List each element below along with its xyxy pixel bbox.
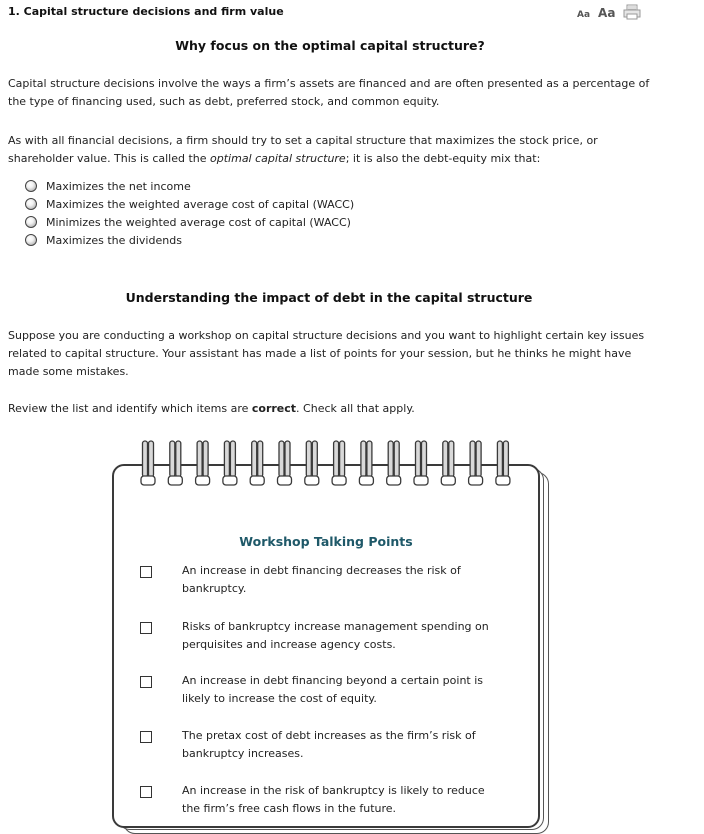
section2-intro: Suppose you are conducting a workshop on capital structure decisions and you want to highlight certain key issues related to capital structure. Your assistant has made a list of points for your session, but he thinks he might have made some mistakes. (8, 329, 645, 378)
checkbox[interactable] (140, 731, 152, 743)
talking-point-text: The pretax cost of debt increases as the firm’s risk of bankruptcy increases. (182, 729, 476, 760)
notebook-page (112, 464, 540, 828)
spiral-ring (168, 441, 182, 485)
talking-point-1[interactable] (140, 562, 520, 598)
spiral-ring (250, 441, 264, 485)
option-label: Maximizes the net income (46, 179, 191, 193)
radio-button[interactable] (25, 234, 37, 246)
talking-point-text: An increase in debt financing beyond a certain point is likely to increase the cost of equity. (182, 674, 484, 705)
section1-heading: Why focus on the optimal capital structure? (175, 38, 485, 53)
section2-heading: Understanding the impact of debt in the capital structure (125, 290, 533, 305)
spiral-ring (141, 441, 155, 485)
option-minimizes-wacc[interactable] (25, 213, 354, 231)
print-icon[interactable] (623, 4, 641, 20)
font-decrease-button[interactable]: Aa (577, 10, 591, 20)
option-label: Maximizes the weighted average cost of capital (WACC) (46, 197, 355, 211)
checkbox[interactable] (140, 786, 152, 798)
checkbox[interactable] (140, 566, 152, 578)
question-text-start: As with all financial decisions, a firm should try to set a capital structure that maximizes the stock price, or shareholder value. This is called the (8, 134, 598, 165)
spiral-binding (138, 438, 518, 490)
checkbox[interactable] (140, 622, 152, 634)
spiral-ring (469, 441, 483, 485)
instruction-text-start: Review the list and identify which items are (8, 402, 252, 415)
section1-intro: Capital structure decisions involve the ways a firm’s assets are financed and are often presented as a percentage of the type of financing used, such as debt, preferred stock, and common equity. (8, 77, 650, 108)
radio-button[interactable] (25, 198, 37, 210)
radio-button[interactable] (25, 216, 37, 228)
talking-point-2[interactable] (140, 618, 520, 654)
toolbar (577, 4, 641, 20)
spiral-ring (414, 441, 428, 485)
spiral-ring (359, 441, 373, 485)
talking-point-text: Risks of bankruptcy increase management spending on perquisites and increase agency costs. (182, 620, 489, 651)
section2-instruction (8, 400, 658, 418)
font-increase-button[interactable]: Aa (598, 6, 616, 20)
talking-point-text: An increase in debt financing decreases the risk of bankruptcy. (182, 564, 461, 595)
spiral-ring (305, 441, 319, 485)
option-label: Maximizes the dividends (46, 233, 182, 247)
radio-button[interactable] (25, 180, 37, 192)
talking-point-4[interactable] (140, 727, 520, 763)
notebook-title: Workshop Talking Points (239, 534, 413, 549)
question-title: 1. Capital structure decisions and firm value (8, 5, 284, 18)
instruction-text-end: . Check all that apply. (296, 402, 415, 415)
spiral-ring (441, 441, 455, 485)
spiral-ring (332, 441, 346, 485)
workshop-notebook (112, 438, 552, 818)
spiral-ring (223, 441, 237, 485)
instruction-emphasis: correct (251, 402, 297, 415)
spiral-ring (387, 441, 401, 485)
spiral-ring (196, 441, 210, 485)
optimal-capital-structure-term: optimal capital structure (210, 152, 346, 165)
spiral-ring (496, 441, 510, 485)
spiral-ring (278, 441, 292, 485)
option-maximizes-wacc[interactable] (25, 195, 354, 213)
section1-question (8, 132, 658, 168)
option-maximizes-net-income[interactable] (25, 177, 354, 195)
option-maximizes-dividends[interactable] (25, 231, 354, 249)
checkbox[interactable] (140, 676, 152, 688)
talking-point-text: An increase in the risk of bankruptcy is likely to reduce the firm’s free cash flows in the future. (182, 784, 485, 815)
talking-point-3[interactable] (140, 672, 520, 708)
answer-options (25, 177, 354, 249)
question-text-end: ; it is also the debt-equity mix that: (345, 152, 541, 165)
option-label: Minimizes the weighted average cost of capital (WACC) (46, 215, 351, 229)
